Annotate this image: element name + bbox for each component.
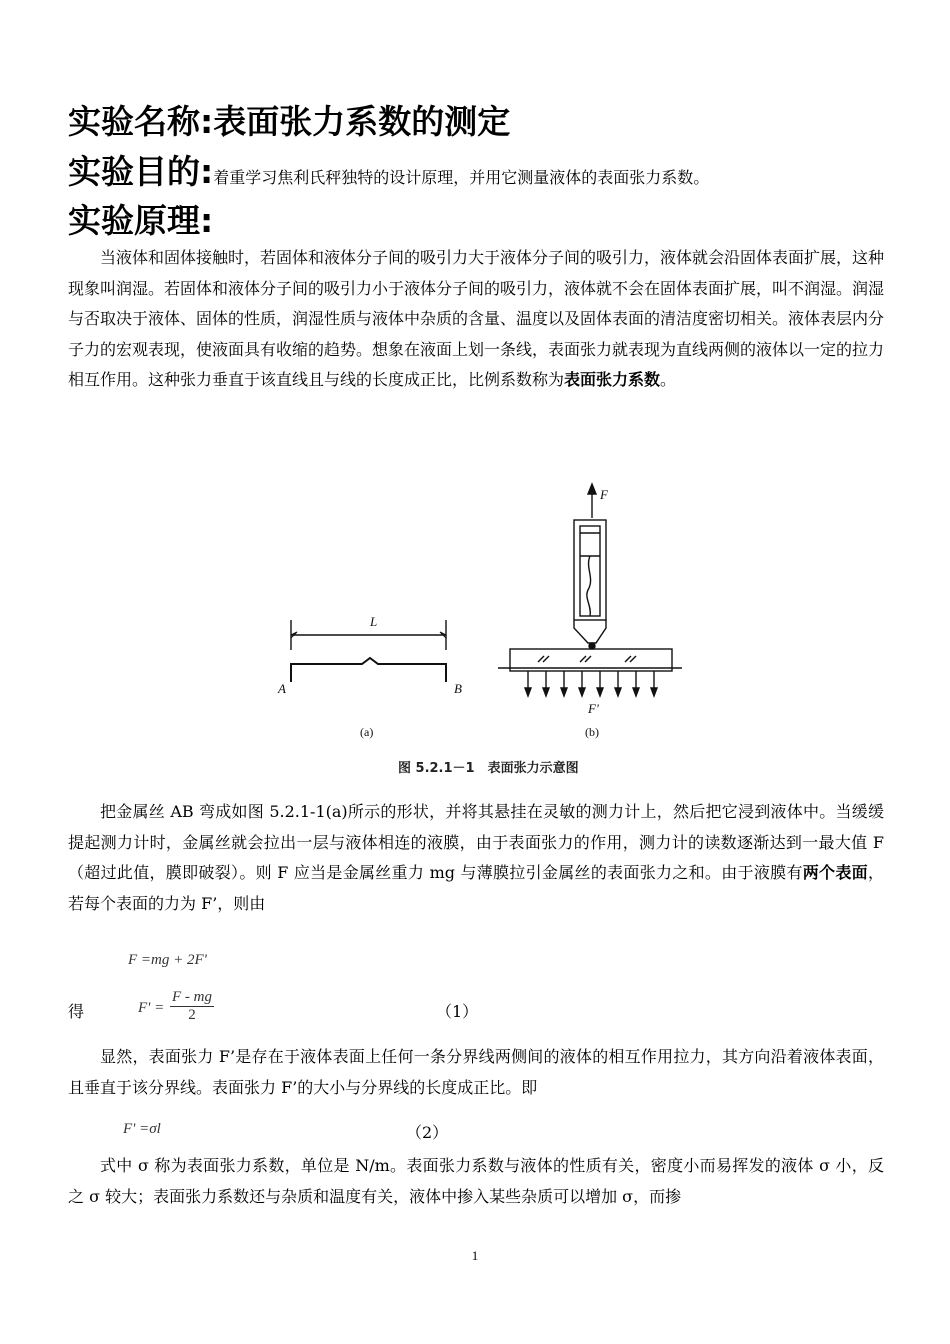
equation-1-numerator: F - mg <box>172 989 212 1005</box>
equation-1-fraction <box>170 989 214 1024</box>
equation-1-number: （1） <box>436 1002 479 1021</box>
equation-2-number: （2） <box>406 1123 449 1142</box>
page-number: 1 <box>471 1248 479 1263</box>
experiment-title: 实验名称:表面张力系数的测定 <box>68 102 511 141</box>
sub-label-b: (b) <box>585 725 599 739</box>
de-label: 得 <box>68 1002 85 1021</box>
principle-heading: 实验原理: <box>68 201 214 240</box>
equation-1-lhs: F' = <box>138 1000 165 1016</box>
label-A: A <box>278 681 286 696</box>
paragraph-wire-experiment: 把金属丝 AB 弯成如图 5.2.1-1(a)所示的形状，并将其悬挂在灵敏的测力计上，然后把它浸到液体中。当缓缓提起测力计时，金属丝就会拉出一层与液体相连的液膜，由于表面张力的作用，测力计的读数逐渐达到一最大值 F（超过此值，膜即破裂）。则 F 应当是金属丝重力 mg 与薄膜拉引金属丝的表面张力之和。由于液膜有两个表面，若每个表面的力为 F’，则由 <box>68 802 884 913</box>
figure-caption: 图 5.2.1－1 表面张力示意图 <box>398 761 579 776</box>
paragraph-surface-tension: 显然，表面张力 F’是存在于液体表面上任何一条分界线两侧间的液体的相互作用拉力，其方向沿着液体表面，且垂直于该分界线。表面张力 F’的大小与分界线的长度成正比。即 <box>68 1047 884 1097</box>
experiment-purpose: 实验目的:着重学习焦利氏秤独特的设计原理，并用它测量液体的表面张力系数。 <box>68 152 710 191</box>
paragraph-coefficient: 式中 σ 称为表面张力系数，单位是 N/m。表面张力系数与液体的性质有关，密度小而易挥发的液体 σ 小，反之 σ 较大；表面张力系数还与杂质和温度有关，液体中掺入某些杂质可以增加 σ，而掺 <box>68 1156 884 1206</box>
label-F: F <box>600 487 608 502</box>
equation-force-balance: F =mg + 2F' <box>128 952 207 968</box>
purpose-text: 着重学习焦利氏秤独特的设计原理，并用它测量液体的表面张力系数。 <box>213 168 710 187</box>
label-F-prime: F' <box>588 701 599 716</box>
label-B: B <box>454 681 462 696</box>
equation-2: F' =σl <box>123 1121 161 1137</box>
sub-label-a: (a) <box>360 725 374 739</box>
label-L: L <box>370 614 378 629</box>
surface-tension-figure <box>270 478 690 788</box>
paragraph-wetting: 当液体和固体接触时，若固体和液体分子间的吸引力大于液体分子间的吸引力，液体就会沿固体表面扩展，这种现象叫润湿。若固体和液体分子间的吸引力小于液体分子间的吸引力，液体就不会在固体表面扩展，叫不润湿。润湿与否取决于液体、固体的性质，润湿性质与液体中杂质的含量、温度以及固体表面的清洁度密切相关。液体表层内分子力的宏观表现，使液面具有收缩的趋势。想象在液面上划一条线，表面张力就表现为直线两侧的液体以一定的拉力相互作用。这种张力垂直于该直线且与线的长度成正比，比例系数称为表面张力系数。 <box>68 248 885 389</box>
equation-1-denominator: 2 <box>188 1007 196 1023</box>
